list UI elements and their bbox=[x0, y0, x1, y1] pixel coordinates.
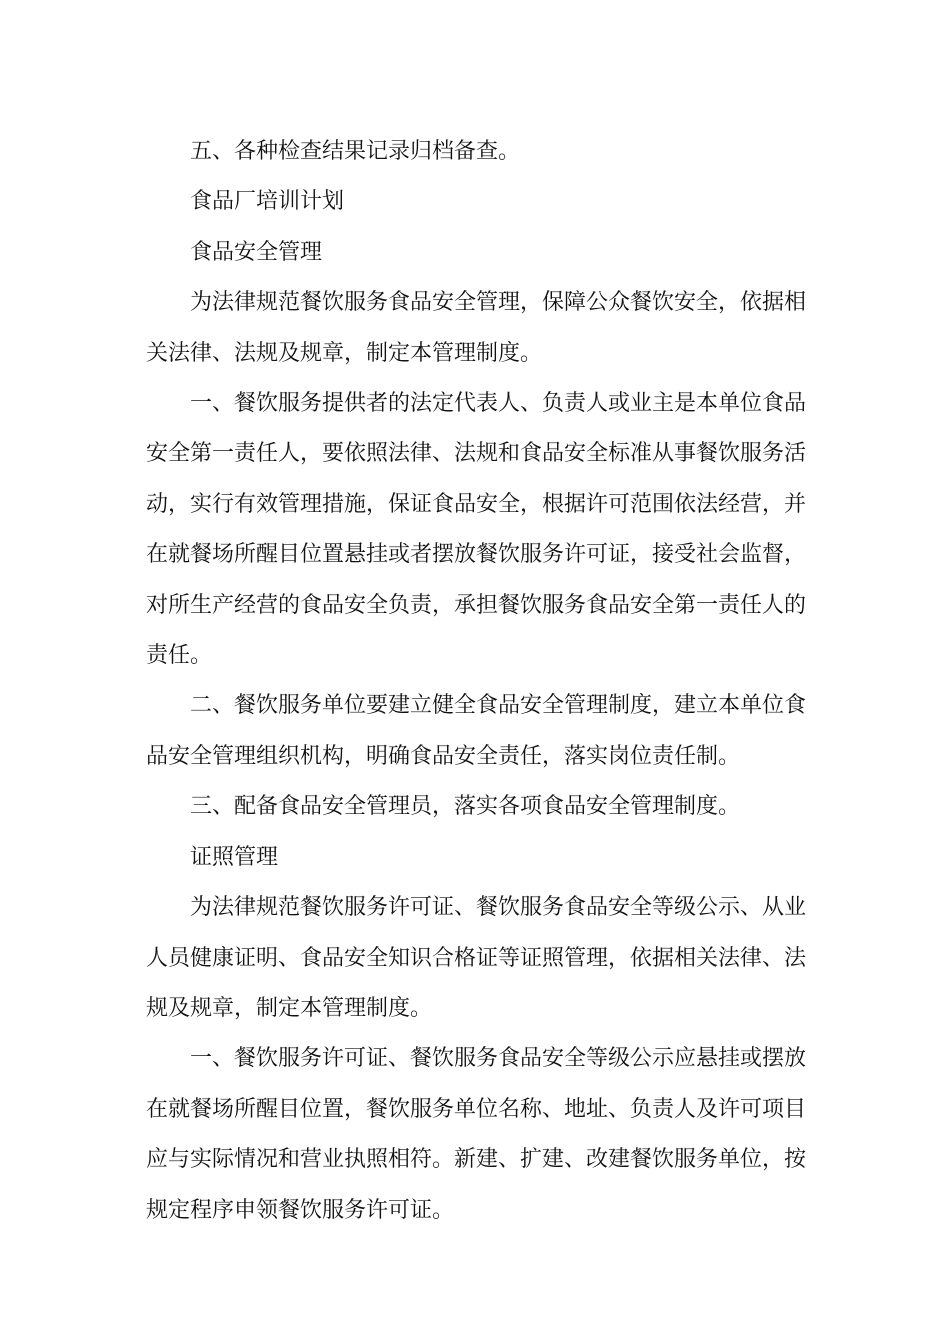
heading-license-management: 证照管理 bbox=[190, 844, 279, 870]
paragraph-item-three-manager: 三、配备食品安全管理员，落实各项食品安全管理制度。 bbox=[190, 794, 741, 820]
document-body bbox=[146, 127, 806, 1236]
paragraph-license-intro: 为法律规范餐饮服务许可证、餐饮服务食品安全等级公示、从业人员健康证明、食品安全知识合格证等证照管理，依据相关法律、法规及规章，制定本管理制度。 bbox=[146, 895, 807, 1021]
heading-food-safety-management: 食品安全管理 bbox=[190, 239, 323, 265]
paragraph-food-safety-intro: 为法律规范餐饮服务食品安全管理，保障公众餐饮安全，依据相关法律、法规及规章，制定本管理制度。 bbox=[146, 290, 807, 366]
paragraph-checks-archived: 五、各种检查结果记录归档备查。 bbox=[190, 139, 521, 164]
paragraph-item-one-responsibility: 一、餐饮服务提供者的法定代表人、负责人或业主是本单位食品安全第一责任人，要依照法律、法规和食品安全标准从事餐饮服务活动，实行有效管理措施，保证食品安全，根据许可范围依法经营，并在就餐场所醒目位置悬挂或者摆放餐饮服务许可证，接受社会监督，对所生产经营的食品安全负责，承担餐饮服务食品安全第一责任人的责任。 bbox=[146, 391, 807, 669]
paragraph-license-item-one: 一、餐饮服务许可证、餐饮服务食品安全等级公示应悬挂或摆放在就餐场所醒目位置，餐饮服务单位名称、地址、负责人及许可项目应与实际情况和营业执照相符。新建、扩建、改建餐饮服务单位，按规定程序申领餐饮服务许可证。 bbox=[146, 1046, 807, 1223]
heading-training-plan: 食品厂培训计划 bbox=[190, 189, 345, 215]
paragraph-item-two-management-system: 二、餐饮服务单位要建立健全食品安全管理制度，建立本单位食品安全管理组织机构，明确食品安全责任，落实岗位责任制。 bbox=[146, 693, 807, 769]
